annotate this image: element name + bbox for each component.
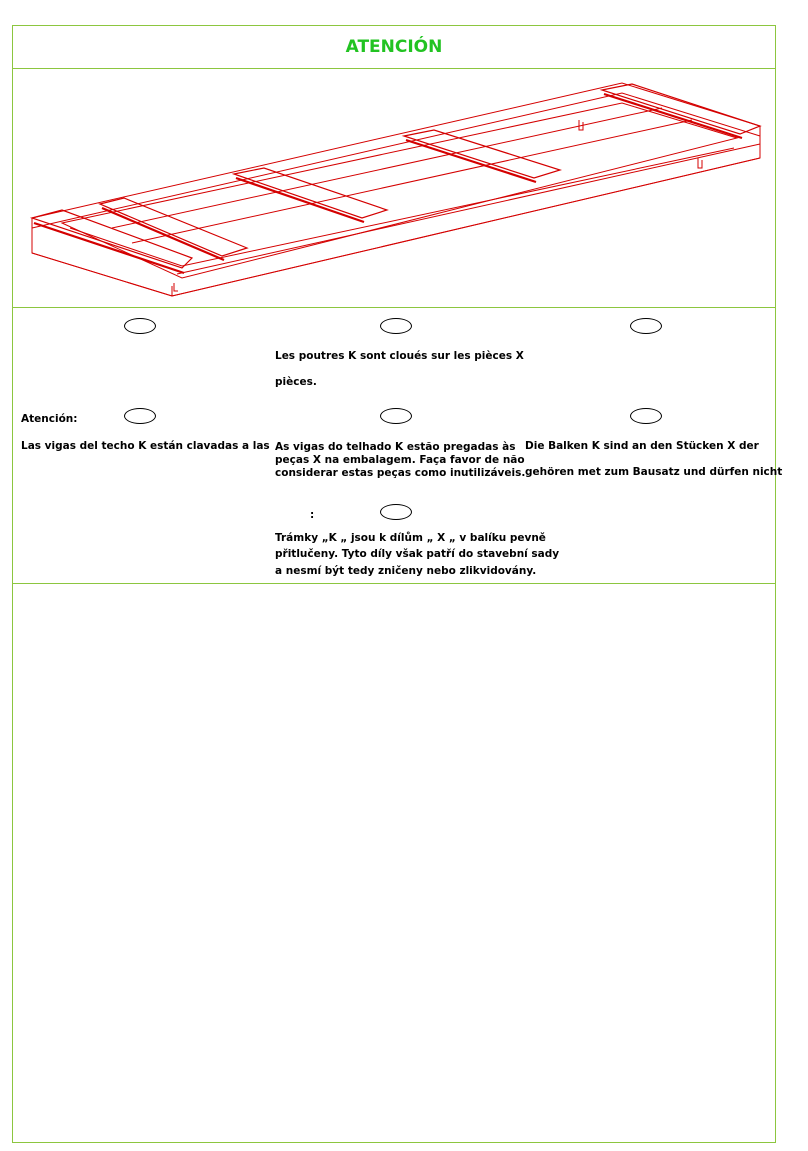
- frame-bottom-edge: [32, 158, 760, 296]
- language-marker: [380, 408, 412, 424]
- beam: [32, 210, 192, 273]
- frame-top-edge: [32, 93, 760, 228]
- note-cz-line2: přitlučeny. Tyto díly však patří do stavební sady: [275, 548, 560, 560]
- language-marker: [630, 408, 662, 424]
- note-pt-line2: peças X na embalagem. Faça favor de não: [275, 454, 525, 466]
- note-de-line1: Die Balken K sind an den Stücken X der: [525, 440, 759, 452]
- note-fr-line2: pièces.: [275, 376, 317, 388]
- note-pt-line3: considerar estas peças como inutilizáveis.: [275, 467, 526, 479]
- note-cz-line3: a nesmí být tedy zničeny nebo zlikvidovány.: [275, 565, 537, 577]
- divider-notes: [12, 583, 776, 584]
- frame-inner: [62, 103, 737, 278]
- frame-inner-bottom: [70, 148, 734, 266]
- page-title: ATENCIÓN: [345, 37, 443, 57]
- language-marker: [380, 318, 412, 334]
- language-marker: [380, 504, 412, 520]
- note-fr-line1: Les poutres K sont cloués sur les pièces X: [275, 350, 524, 362]
- note-cz-line1: Trámky „K „ jsou k dílům „ X „ v balíku pevně: [275, 532, 546, 544]
- language-marker: [630, 318, 662, 334]
- language-marker: [124, 408, 156, 424]
- note-pt-line1: As vigas do telhado K estão pregadas às: [275, 441, 516, 453]
- note-cz-label: :: [310, 509, 315, 521]
- divider-drawing: [12, 307, 776, 308]
- note-es-label: Atención:: [21, 413, 78, 425]
- language-marker: [124, 318, 156, 334]
- frame-outer: [32, 83, 760, 296]
- note-de-line2: gehören met zum Bausatz und dürfen nicht: [525, 466, 783, 478]
- roof-frame-drawing: [22, 78, 770, 303]
- note-es-text: Las vigas del techo K están clavadas a las: [21, 440, 270, 452]
